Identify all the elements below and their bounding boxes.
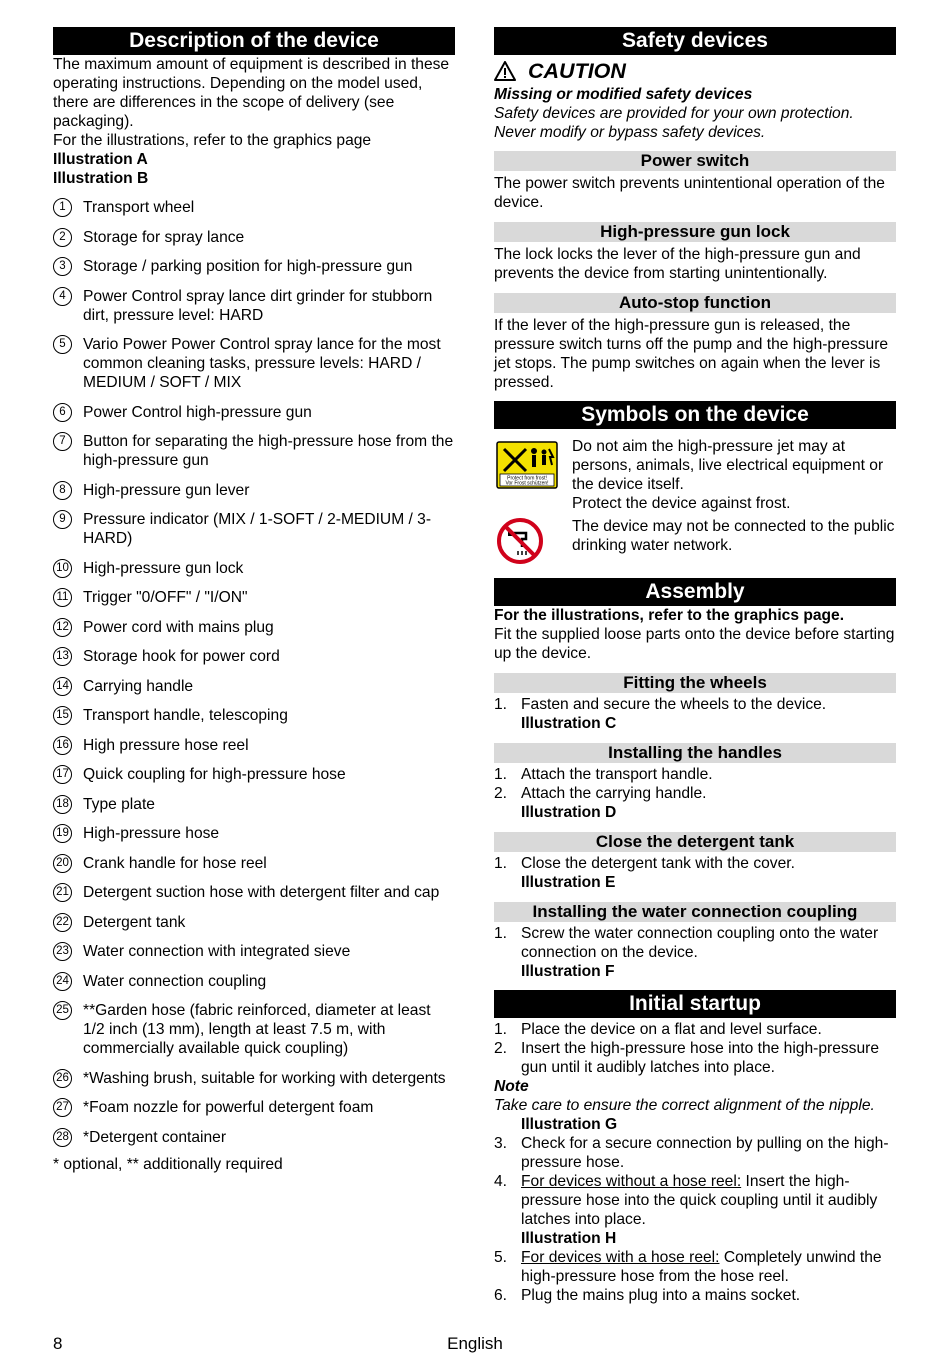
startup-step-6: 6. Plug the mains plug into a mains socket. [494,1287,801,1304]
item-number-circle: 17 [53,765,72,784]
illustration-e: Illustration E [521,874,616,891]
list-item [53,228,455,247]
caution-label [494,57,896,85]
list-item [53,795,455,814]
item-number-circle: 13 [53,647,72,666]
illustration-g: Illustration G [521,1116,618,1133]
item-number-circle: 16 [53,736,72,755]
item-text: **Garden hose (fabric reinforced, diameter at least 1/2 inch (13 mm), length at least 7.5 m, with commercially available quick coupling) [83,1002,431,1057]
handles-heading: Installing the handles [494,743,896,763]
list-item [53,706,455,725]
startup-step-3: 3. Check for a secure connection by pulling on the high-pressure hose. [494,1135,889,1171]
caution-text: CAUTION [528,59,626,83]
symbol-row-drinking-water [494,517,896,555]
list-item [53,403,455,422]
item-number-circle: 8 [53,481,72,500]
list-item [53,510,455,548]
assembly-heading: Assembly [494,578,896,606]
item-text: *Foam nozzle for powerful detergent foam [83,1099,374,1116]
safety-heading: Safety devices [494,27,896,55]
frost-label-de: Vor Frost schützen! [505,480,549,487]
item-text: Type plate [83,795,155,813]
list-item [53,287,455,325]
symbol-drinking-water-text: The device may not be connected to the public drinking water network. [572,518,895,554]
illustration-c: Illustration C [521,715,617,732]
auto-stop-text: If the lever of the high-pressure gun is released, the pressure switch turns off the pump and the high-pressure jet stops. The pump switches on again when the lever is pressed. [494,317,889,391]
wheels-step-1: 1. Fasten and secure the wheels to the device. [494,696,827,713]
illustration-b: Illustration B [53,170,149,187]
item-number-circle: 12 [53,618,72,637]
list-item [53,335,455,392]
item-text: *Detergent container [83,1128,227,1146]
item-number-circle: 20 [53,854,72,873]
item-text: Power Control spray lance dirt grinder for stubborn dirt, pressure level: HARD [83,287,433,324]
missing-devices-text: Missing or modified safety devices [494,86,753,103]
intro-text: The maximum amount of equipment is described in these operating instructions. Depending on the model used, there are differences in the scope of delivery (see packaging). [53,56,450,130]
item-text: Water connection coupling [83,972,267,990]
item-number-circle: 19 [53,824,72,843]
list-item [53,618,455,637]
right-column [494,27,896,1305]
startup-step-1: 1. Place the device on a flat and level surface. [494,1021,822,1038]
component-list [53,198,455,1147]
item-text: Carrying handle [83,677,194,695]
item-text: Crank handle for hose reel [83,854,267,872]
tank-step-1: 1. Close the detergent tank with the cover. [494,855,795,872]
left-column [53,27,455,1174]
illustration-a: Illustration A [53,151,148,168]
list-item [53,854,455,873]
list-item [53,559,455,578]
auto-stop-heading: Auto-stop function [494,293,896,313]
item-number-circle: 4 [53,287,72,306]
list-item [53,972,455,991]
description-heading: Description of the device [53,27,455,55]
item-number-circle: 27 [53,1098,72,1117]
item-text: Quick coupling for high-pressure hose [83,766,346,783]
list-item [53,647,455,666]
item-text: Storage for spray lance [83,228,245,246]
item-text: High-pressure gun lever [83,481,250,499]
item-number-circle: 14 [53,677,72,696]
item-text: Power cord with mains plug [83,618,274,636]
handles-step-2: 2. Attach the carrying handle. [494,785,707,802]
item-number-circle: 28 [53,1128,72,1147]
item-text: *Washing brush, suitable for working with detergents [83,1069,446,1087]
water-coupling-heading: Installing the water connection coupling [494,902,896,922]
item-text: Vario Power Power Control spray lance for the most common cleaning tasks, pressure levels: HARD / MEDIUM / SOFT / MIX [83,336,441,391]
item-number-circle: 5 [53,335,72,354]
symbols-heading: Symbols on the device [494,401,896,429]
item-text: High-pressure gun lock [83,559,244,577]
startup-heading: Initial startup [494,990,896,1018]
item-number-circle: 3 [53,257,72,276]
note-label: Note [494,1078,529,1095]
symbol-frost-text: Protect the device against frost. [572,495,791,512]
jet-warning-frost-icon [496,441,558,489]
no-drinking-water-icon [496,517,544,565]
list-item [53,677,455,696]
item-number-circle: 21 [53,883,72,902]
item-number-circle: 15 [53,706,72,725]
gun-lock-heading: High-pressure gun lock [494,222,896,242]
list-item [53,913,455,932]
water-step-1: 1. Screw the water connection coupling onto the water connection on the device. [494,925,879,961]
item-text: Trigger "0/OFF" / "I/ON" [83,589,248,606]
list-item [53,198,455,217]
frost-label-en: Protect from frost! [507,475,547,482]
list-item [53,1098,455,1117]
list-item [53,432,455,470]
item-number-circle: 2 [53,228,72,247]
power-switch-text: The power switch prevents unintentional operation of the device. [494,175,885,211]
item-text: High pressure hose reel [83,736,249,754]
symbol-row-jet [494,437,896,513]
item-number-circle: 24 [53,972,72,991]
footnote: * optional, ** additionally required [53,1156,283,1173]
handles-step-1: 1. Attach the transport handle. [494,766,713,783]
illustration-d: Illustration D [521,804,617,821]
assembly-fit: Fit the supplied loose parts onto the device before starting up the device. [494,626,895,662]
gun-lock-text: The lock locks the lever of the high-pressure gun and prevents the device from starting unintentionally. [494,246,861,282]
list-item [53,824,455,843]
item-text: Detergent tank [83,913,186,931]
item-number-circle: 23 [53,942,72,961]
item-text: Storage hook for power cord [83,648,280,665]
tank-heading: Close the detergent tank [494,832,896,852]
list-item [53,588,455,607]
item-number-circle: 7 [53,432,72,451]
illustration-f: Illustration F [521,963,615,980]
item-number-circle: 22 [53,913,72,932]
item-number-circle: 26 [53,1069,72,1088]
page-number: 8 [53,1334,63,1353]
item-text: Water connection with integrated sieve [83,943,351,960]
list-item [53,765,455,784]
note-text: Take care to ensure the correct alignment of the nipple. [494,1097,875,1114]
assembly-refer: For the illustrations, refer to the graphics page. [494,607,845,624]
list-item [53,883,455,902]
item-text: Transport wheel [83,199,195,216]
list-item [53,257,455,276]
power-switch-heading: Power switch [494,151,896,171]
symbol-jet-text: Do not aim the high-pressure jet may at persons, animals, live electrical equipment or the device itself. [572,438,884,493]
startup-step-4: 4. For devices without a hose reel: Insert the high-pressure hose into the quick coupling until it audibly latches into place. [494,1173,878,1228]
list-item [53,481,455,500]
list-item [53,1128,455,1147]
item-text: Button for separating the high-pressure hose from the high-pressure gun [83,433,454,469]
item-text: Detergent suction hose with detergent filter and cap [83,884,440,901]
refer-text: For the illustrations, refer to the graphics page [53,132,372,149]
list-item [53,736,455,755]
item-text: Transport handle, telescoping [83,707,288,724]
item-number-circle: 25 [53,1001,72,1020]
item-text: High-pressure hose [83,825,220,842]
startup-step-2: 2. Insert the high-pressure hose into the high-pressure gun until it audibly latches into place. [494,1040,879,1076]
item-text: Power Control high-pressure gun [83,403,312,421]
footer-language: English [447,1334,503,1353]
startup-step-5: 5. For devices with a hose reel: Completely unwind the high-pressure hose from the hose reel. [494,1249,882,1285]
warning-triangle-icon [494,61,516,81]
wheels-heading: Fitting the wheels [494,673,896,693]
item-number-circle: 18 [53,795,72,814]
item-number-circle: 6 [53,403,72,422]
item-number-circle: 1 [53,198,72,217]
illustration-h: Illustration H [521,1230,617,1247]
item-number-circle: 11 [53,588,72,607]
list-item [53,942,455,961]
list-item [53,1001,455,1058]
list-item [53,1069,455,1088]
item-text: Storage / parking position for high-pressure gun [83,258,413,275]
item-number-circle: 9 [53,510,72,529]
item-text: Pressure indicator (MIX / 1-SOFT / 2-MEDIUM / 3-HARD) [83,511,432,547]
safety-protect-text: Safety devices are provided for your own protection. Never modify or bypass safety devices. [494,105,854,141]
item-number-circle: 10 [53,559,72,578]
